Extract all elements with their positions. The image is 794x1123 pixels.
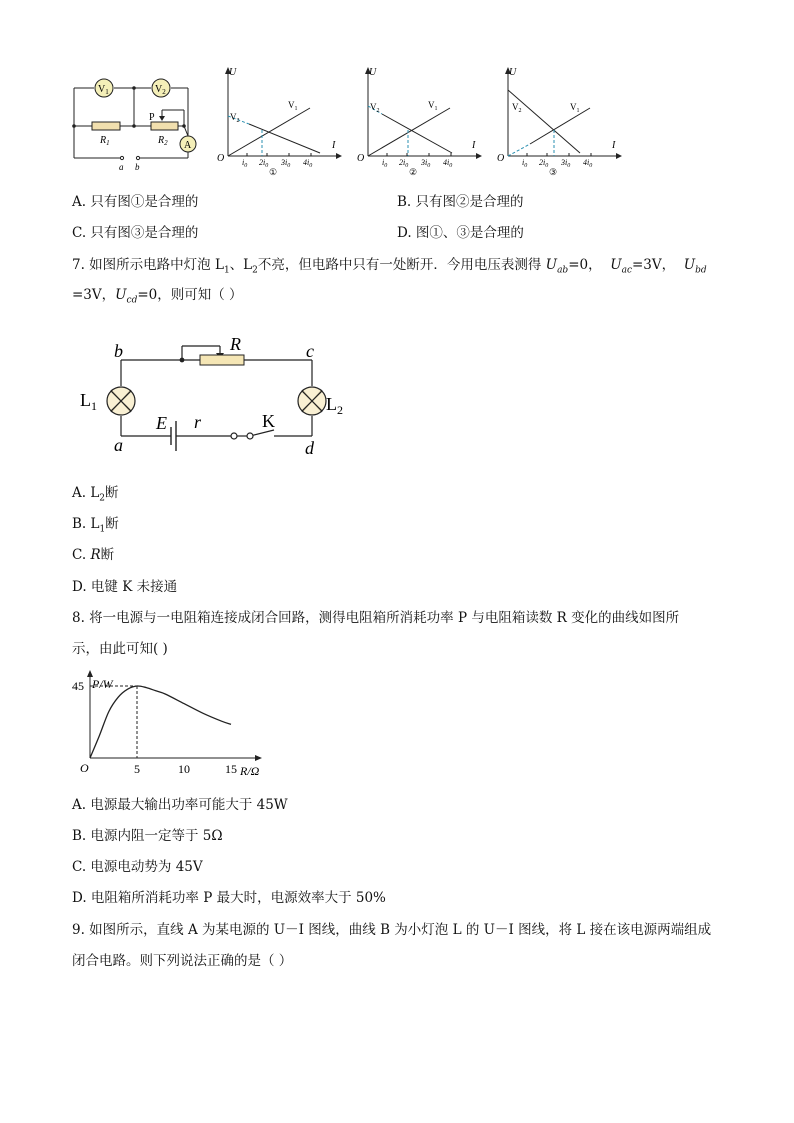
switch-k-label: K [262,411,275,431]
q7-option-b[interactable]: B. $L_1$断 [72,516,119,535]
y-axis-label: U [509,67,517,78]
slider-label: P [149,112,155,123]
tick-label: $3i_0$ [421,158,431,169]
line-v2-label: $V_2$ [370,102,380,114]
line-v2-label: $V_2$ [512,102,522,114]
r2-label: $R_2$ [158,135,168,147]
internal-r-label: r [194,412,202,432]
graph-number-label: ① [269,167,278,177]
q6-circuit-diagram [68,74,202,174]
ammeter-label: A [184,140,192,151]
line-v2-label: $V_2$ [230,112,240,124]
emf-e-label: E [156,413,167,433]
x-axis-label: I [472,140,476,151]
tick-label: $4i_0$ [443,158,453,169]
tick-label: $3i_0$ [561,158,571,169]
q8-option-c[interactable]: C. 电源电动势为 45V [72,859,203,875]
origin-label: O [217,153,225,164]
r1-label: $R_1$ [100,135,110,147]
q7-option-a[interactable]: A. $L_2$断 [72,485,119,504]
node-d-label: d [305,438,314,458]
line-v1-label: $V_1$ [570,102,580,114]
x-tick-label: 10 [178,762,190,776]
tick-label: $2i_0$ [399,158,409,169]
q7-stem-line-1: 7. 如图所示电路中灯泡 $L_1$、$L_2$不亮，但电路中只有一处断开．今用电压表测得 $U_{ab}=0$， $U_{ac}=3V$， $U_{bd}$ [72,257,707,276]
v1-label: $V_1$ [98,84,109,96]
q8-option-a[interactable]: A. 电源最大输出功率可能大于 45W [72,797,288,813]
tick-label: $2i_0$ [539,158,549,169]
q8-stem-line-1: 8. 将一电源与一电阻箱连接成闭合回路，测得电阻箱所消耗功率 P 与电阻箱读数 R 变化的曲线如图所 [72,610,680,626]
origin-label: O [357,153,365,164]
tick-label: $2i_0$ [259,158,269,169]
tick-label: $3i_0$ [281,158,291,169]
y-axis-label: U [369,67,377,78]
q6-graph-1 [212,64,342,179]
node-a-label: a [114,435,123,455]
tick-label: $4i_0$ [583,158,593,169]
node-b-label: b [114,341,123,361]
q6-graph-2 [352,64,482,179]
rheostat-r-label: R [230,334,241,354]
graph-number-label: ③ [549,167,558,177]
q7-option-d[interactable]: D. 电键 K 未接通 [72,579,178,595]
tick-label: $i_0$ [242,158,248,169]
x-tick-label: 5 [134,762,140,776]
tick-label: $i_0$ [382,158,388,169]
tick-label: $4i_0$ [303,158,313,169]
x-axis-label: I [332,140,336,151]
y-tick-label: 45 [72,679,84,693]
x-axis-label: R/Ω [240,764,260,778]
line-v1-label: $V_1$ [428,100,438,112]
q8-stem-line-2: 示，由此可知( ) [72,641,168,657]
q7-option-c[interactable]: C. R断 [72,547,115,563]
q7-circuit-diagram [76,330,352,460]
x-axis-label: I [612,140,616,151]
q9-stem-line-2: 闭合电路。则下列说法正确的是（ ） [72,953,293,969]
terminal-b-label: b [135,162,140,172]
q6-option-c[interactable]: C. 只有图③是合理的 [72,225,199,241]
node-c-label: c [306,341,314,361]
terminal-a-label: a [119,162,124,172]
tick-label: $i_0$ [522,158,528,169]
q6-option-a[interactable]: A. 只有图①是合理的 [72,194,199,210]
y-axis-label: U [229,67,237,78]
lamp-l2-label: $L_2$ [326,394,343,417]
lamp-l1-label: $L_1$ [80,390,97,413]
power-curve [90,686,231,758]
q7-stem-line-2: =3V，$U_{cd}=0$，则可知（ ） [72,287,243,306]
v2-label: $V_2$ [155,84,166,96]
q8-option-d[interactable]: D. 电阻箱所消耗功率 P 最大时，电源效率大于 50% [72,890,386,906]
q6-graph-3 [492,64,622,179]
q6-option-d[interactable]: D. 图①、③是合理的 [397,225,524,241]
graph-number-label: ② [409,167,418,177]
y-axis-label: P/W [92,677,113,691]
origin-label: O [80,761,89,775]
q8-power-resistance-chart [72,668,272,783]
origin-label: O [497,153,505,164]
q9-stem-line-1: 9. 如图所示，直线 A 为某电源的 U－I 图线，曲线 B 为小灯泡 L 的 U－I 图线，将 L 接在该电源两端组成 [72,922,712,938]
line-v1-label: $V_1$ [288,100,298,112]
q6-option-b[interactable]: B. 只有图②是合理的 [397,194,524,210]
x-tick-label: 15 [225,762,237,776]
q8-option-b[interactable]: B. 电源内阻一定等于 5Ω [72,828,223,844]
